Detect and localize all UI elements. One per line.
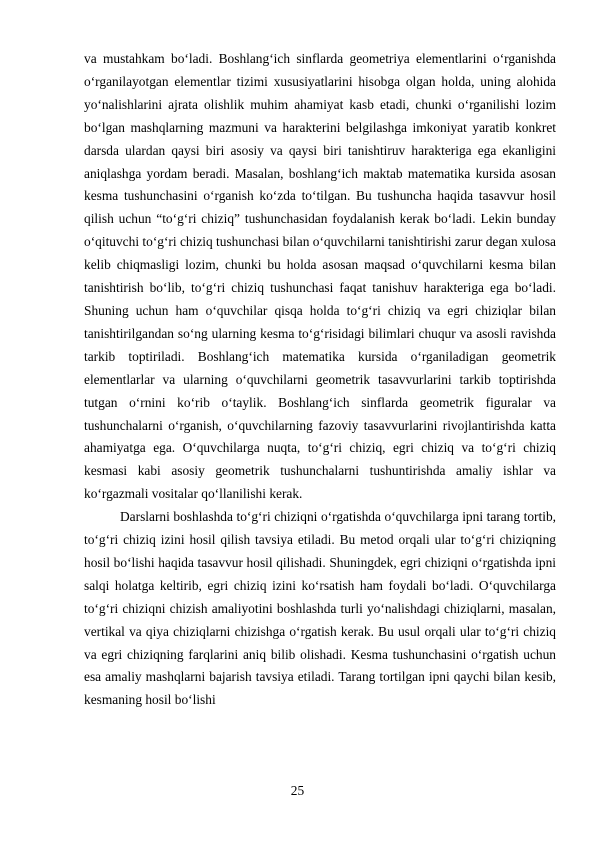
document-page [84, 48, 556, 712]
page-number: 25 [290, 783, 305, 798]
paragraph-2: Darslarni boshlashda to‘g‘ri chiziqni o‘rgatishda o‘quvchilarga ipni tarang tortib, to‘g‘ri chiziq izini hosil qilish tavsiya etiladi. Bu metod orqali ular to‘g‘ri chiziqning hosil bo‘lishi haqida tasavvur hosil qilishadi. Shuningdek, egri chiziqni o‘rgatishda ipni salqi holatga keltirib, egri chiziq izini ko‘rsatish ham foydali bo‘ladi. O‘quvchilarga to‘g‘ri chiziqni chizish amaliyotini boshlashda turli yo‘nalishdagi chiziqlarni, masalan, vertikal va qiya chiziqlarni chizishga o‘rgatish kerak. Bu usul orqali ular to‘g‘ri chiziq va egri chiziqning farqlarini aniq bilib olishadi. Kesma tushunchasini o‘rgatish uchun esa amaliy mashqlarni bajarish tavsiya etiladi. Tarang tortilgan ipni qaychi bilan kesib, kesmaning hosil bo‘lishi [84, 509, 556, 708]
paragraph-1: va mustahkam bo‘ladi. Boshlang‘ich sinflarda geometriya elementlarini o‘rganishda o‘rganilayotgan elementlar tizimi xususiyatlarini hisobga olgan holda, uning alohida yo‘nalishlarini ajrata olishlik muhim ahamiyat kasb etadi, chunki o‘rganilishi lozim bo‘lgan mashqlarning mazmuni va harakterini belgilashga imkoniyat yaratib konkret darsda ulardan qaysi biri asosiy va qaysi biri tanishtiruv harakteriga ega ekanligini aniqlashga yordam beradi. Masalan, boshlang‘ich maktab matematika kursida asosan kesma tushunchasini o‘rganish ko‘zda to‘tilgan. Bu tushuncha haqida tasavvur hosil qilish uchun “to‘g‘ri chiziq” tushunchasidan foydalanish kerak bo‘ladi. Lekin bunday o‘qituvchi to‘g‘ri chiziq tushunchasi bilan o‘quvchilarni tanishtirishi zarur degan xulosa kelib chiqmasligi lozim, chunki bu holda asosan maqsad o‘quvchilarni kesma bilan tanishtirish bo‘lib, to‘g‘ri chiziq tushunchasi faqat tanishuv harakteriga ega bo‘ladi. Shuning uchun ham o‘quvchilar qisqa holda to‘g‘ri chiziq va egri chiziqlar bilan tanishtirilgandan so‘ng ularning kesma to‘g‘risidagi bilimlari chuqur va asosli ravishda tarkib toptiriladi. Boshlang‘ich matematika kursida o‘rganiladigan geometrik elementlarlar va ularning o‘quvchilarni geometrik tasavvurlarini tarkib toptirishda tutgan o‘rnini ko‘rib o‘taylik. Boshlang‘ich sinflarda geometrik figuralar va tushunchalarni o‘rganish, o‘quvchilarning fazoviy tasavvurlarini rivojlantirishda katta ahamiyatga ega. O‘quvchilarga nuqta, to‘g‘ri chiziq, egri chiziq va to‘g‘ri chiziq kesmasi kabi asosiy geometrik tushunchalarni tushuntirishda amaliy ishlar va ko‘rgazmali vositalar qo‘llanilishi kerak. [84, 51, 556, 502]
